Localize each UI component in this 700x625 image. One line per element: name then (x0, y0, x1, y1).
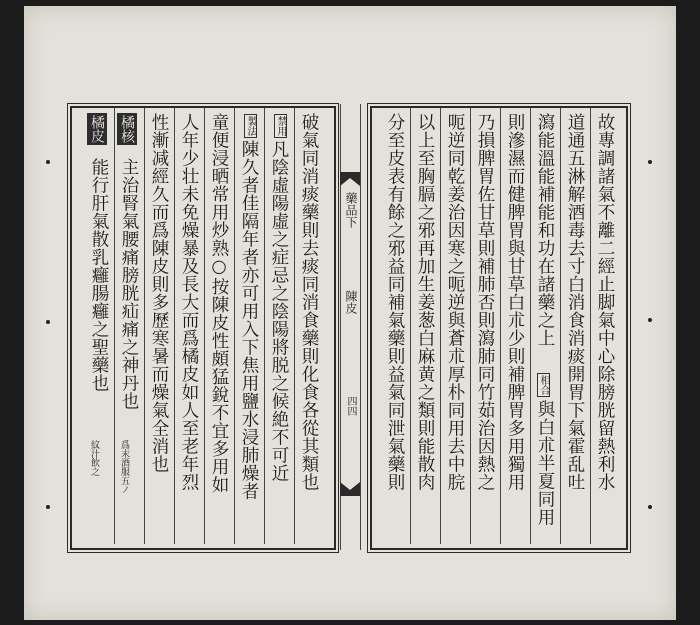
column-rule (204, 108, 205, 544)
right-col-1: 故專調諸氣不離二經止脚氣中心除膀胱留熱利水 (595, 113, 615, 491)
orange-peel-heading: 橘皮 (89, 115, 105, 143)
column-rule (440, 108, 441, 544)
upper-fish-tail-mark (340, 172, 360, 186)
binding-hole (648, 160, 652, 164)
compound-tag: 相合 (538, 375, 549, 395)
center-title: 藥品下 (344, 192, 358, 228)
center-section: 陳皮 (344, 290, 358, 314)
binding-hole (648, 505, 652, 509)
column-rule (590, 108, 591, 544)
lower-fish-tail-mark (340, 482, 360, 496)
left-col-6: 性漸减經久而爲陳皮則多歷寒暑而燥氣全消也 (149, 113, 169, 473)
column-rule (234, 108, 235, 544)
page-number: 四四 (345, 396, 356, 416)
right-col-3 (532, 113, 558, 347)
orange-seed-line-2: 能行肝氣散乳癰腸癰之聖藥也 (89, 158, 109, 392)
column-rule (144, 108, 145, 544)
right-col-4: 則滲濕而健脾胃與甘草白朮少則補脾胃多用獨用 (505, 113, 525, 491)
preparation-tag: 製法 (245, 116, 256, 136)
right-col-8: 分至皮表有餘之邪益同補氣藥則益氣同泄氣藥則 (385, 113, 405, 491)
binding-hole (648, 318, 652, 322)
orange-seed-line-1: 主治腎氣腰痛膀胱疝痛之神丹也 (119, 158, 139, 410)
binding-hole (46, 505, 50, 509)
right-col-3-text: 瀉能溫能補能和功在諸藥之上 (535, 113, 555, 347)
column-rule (470, 108, 471, 544)
column-rule (560, 108, 561, 544)
right-col-6: 呃逆同乾姜治因寒之呃逆與蒼朮厚朴同用去中脘 (445, 113, 465, 491)
orange-seed-heading: 橘核 (119, 115, 135, 143)
column-rule (294, 108, 295, 544)
right-col-7: 以上至胸膈之邪再加生姜葱白麻黄之類則能散肉 (415, 113, 435, 491)
left-col-2: 凡陰虛陽虛之症忌之陰陽將脱之候絶不可近 (269, 140, 289, 482)
left-col-1: 破氣同消痰藥則去痰同消食藥則化食各從其類也 (299, 113, 319, 491)
right-col-3-continuation: 與白朮半夏同用 (535, 400, 555, 526)
binding-hole (46, 160, 50, 164)
column-rule (174, 108, 175, 544)
column-rule (530, 108, 531, 544)
orange-seed-juice-note: 紋汁飲之 (89, 440, 99, 476)
prohibition-tag: 禁用 (275, 116, 286, 136)
left-col-4: 童便浸晒常用炒熟○按陳皮性頗猛銳不宜多用如 (209, 113, 229, 494)
center-spine-line-right (360, 104, 361, 550)
right-col-5: 乃損脾胃佐甘草則補肺否則瀉肺同竹茹治因熱之 (475, 113, 495, 491)
left-col-3: 陳久者佳隔年者亦可用入下焦用鹽水浸肺燥者 (239, 140, 259, 500)
column-rule (410, 108, 411, 544)
right-col-2: 道通五淋解酒毒去寸白消食消痰開胃下氣霍乱吐 (565, 113, 585, 491)
orange-seed-dosage-note: 爲末酒服五ノ (119, 440, 129, 494)
column-rule (500, 108, 501, 544)
column-rule (114, 108, 115, 544)
left-col-5: 人年少壮未免燥暴及長大而爲橘皮如人至老年烈 (179, 113, 199, 491)
column-rule (264, 108, 265, 544)
binding-hole (46, 320, 50, 324)
